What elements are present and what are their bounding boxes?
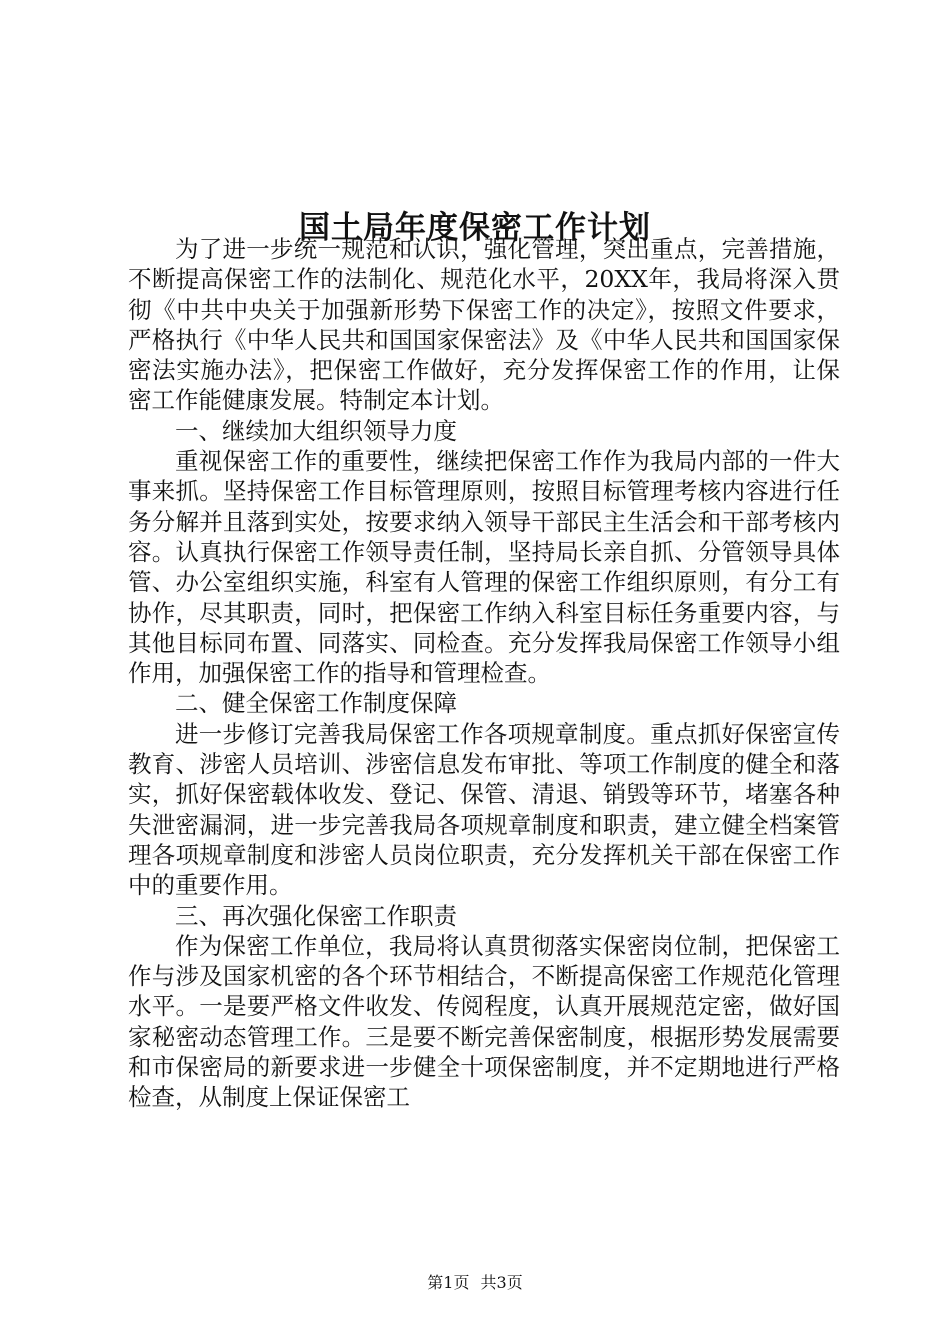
document-body [128,234,840,1113]
section-body-3: 作为保密工作单位，我局将认真贯彻落实保密岗位制，把保密工作与涉及国家机密的各个环节相结合，不断提高保密工作规范化管理水平。一是要严格文件收发、传阅程度，认真开展规范定密，做好国家秘密动态管理工作。三是要不断完善保密制度，根据形势发展需要和市保密局的新要求进一步健全十项保密制度，并不定期地进行严格检查，从制度上保证保密工 [128,931,840,1112]
section-heading-1: 一、继续加大组织领导力度 [175,416,457,445]
page-footer [0,1272,950,1294]
section-heading-3: 三、再次强化保密工作职责 [175,901,457,930]
section-body-1: 重视保密工作的重要性，继续把保密工作作为我局内部的一件大事来抓。坚持保密工作目标管理原则，按照目标管理考核内容进行任务分解并且落到实处，按要求纳入领导干部民主生活会和干部考核内容。认真执行保密工作领导责任制，坚持局长亲自抓、分管领导具体管、办公室组织实施，科室有人管理的保密工作组织原则，有分工有协作，尽其职责，同时，把保密工作纳入科室目标任务重要内容，与其他目标同布置、同落实、同检查。充分发挥我局保密工作领导小组作用，加强保密工作的指导和管理检查。 [128,447,840,688]
section-heading-2: 二、健全保密工作制度保障 [175,689,457,718]
document-title: 国土局年度保密工作计划 [299,209,651,246]
page-total: 共3页 [480,1273,523,1292]
section-body-2: 进一步修订完善我局保密工作各项规章制度。重点抓好保密宣传教育、涉密人员培训、涉密信息发布审批、等项工作制度的健全和落实，抓好保密载体收发、登记、保管、清退、销毁等环节，堵塞各种失泄密漏洞，进一步完善我局各项规章制度和职责，建立健全档案管理各项规章制度和涉密人员岗位职责，充分发挥机关干部在保密工作中的重要作用。 [128,719,840,900]
intro-paragraph: 为了进一步统一规范和认识，强化管理，突出重点，完善措施，不断提高保密工作的法制化、规范化水平，20XX年，我局将深入贯彻《中共中央关于加强新形势下保密工作的决定》，按照文件要求，严格执行《中华人民共和国国家保密法》及《中华人民共和国国家保密法实施办法》，把保密工作做好，充分发挥保密工作的作用，让保密工作能健康发展。特制定本计划。 [128,235,840,415]
page-number: 第1页 [427,1273,470,1292]
